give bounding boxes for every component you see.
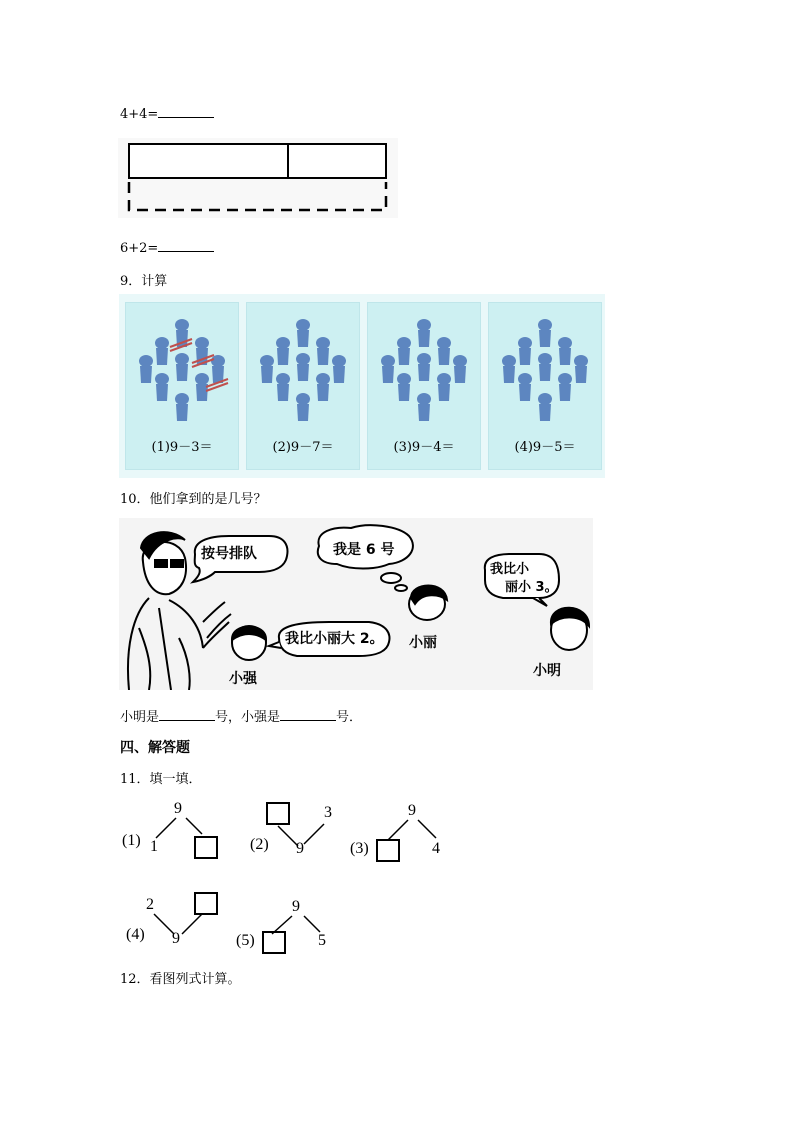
calculation-panels <box>119 294 605 478</box>
equation-4-plus-4 <box>120 106 214 122</box>
person-figure-icon <box>397 373 411 401</box>
person-figure-icon <box>518 373 532 401</box>
bond-1-label: (1) <box>122 832 141 849</box>
panel-1 <box>125 302 239 470</box>
person-figure-icon <box>381 355 395 383</box>
section-4-heading: 四、解答题 <box>120 740 190 756</box>
bond-3-whole: 9 <box>408 802 416 819</box>
equation-6-plus-2 <box>120 240 214 256</box>
panel-4 <box>488 302 602 470</box>
person-figure-icon <box>558 337 572 365</box>
person-figure-icon <box>437 373 451 401</box>
question-9-title: 9．计算 <box>120 274 168 289</box>
bond-4-part: 2 <box>146 896 154 913</box>
bond-5-answer-box[interactable] <box>262 931 286 954</box>
xiaoqiang-number-blank[interactable] <box>280 709 336 721</box>
person-figure-icon <box>417 319 431 347</box>
panel-1-equation: (1)9－3＝ <box>151 440 213 455</box>
people-figures-icon <box>247 303 359 443</box>
bond-4-answer-box[interactable] <box>194 892 218 915</box>
person-figure-icon <box>558 373 572 401</box>
bar-diagram <box>118 138 398 218</box>
bond-1-whole: 9 <box>174 800 182 817</box>
answer-text-1: 小明是 <box>120 710 160 725</box>
xiaoqiang-name-label: 小强 <box>229 671 257 687</box>
xiaoming-speech-line-1: 我比小 <box>490 562 530 577</box>
number-bond-2 <box>250 802 350 860</box>
person-figure-icon <box>574 355 588 383</box>
person-figure-icon <box>538 353 552 381</box>
question-12-title: 12．看图列式计算。 <box>120 972 241 987</box>
bond-4-whole: 9 <box>172 930 180 947</box>
answer-text-3: 号． <box>336 710 363 725</box>
person-figure-icon <box>332 355 346 383</box>
bond-5-label: (5) <box>236 932 255 949</box>
people-figures-icon <box>368 303 480 443</box>
bond-1-part: 1 <box>150 838 158 855</box>
teacher-speech: 按号排队 <box>201 546 257 562</box>
answer-blank[interactable] <box>158 106 214 118</box>
person-figure-icon <box>453 355 467 383</box>
number-bond-3 <box>350 802 450 862</box>
bond-3-part: 4 <box>432 840 440 857</box>
question-10-title: 10．他们拿到的是几号？ <box>120 492 267 507</box>
bond-2-label: (2) <box>250 836 269 853</box>
person-figure-icon <box>296 393 310 421</box>
question-10-answer-line <box>120 706 362 725</box>
number-bond-4 <box>126 892 226 952</box>
xiaoming-head-icon <box>551 608 589 650</box>
person-figure-icon <box>397 337 411 365</box>
bond-2-whole: 9 <box>296 840 304 857</box>
bond-4-label: (4) <box>126 926 145 943</box>
question-11-title: 11．填一填． <box>120 772 202 787</box>
equation-text: 6+2= <box>120 241 159 256</box>
person-figure-icon <box>417 353 431 381</box>
person-figure-icon <box>417 393 431 421</box>
bond-2-answer-box[interactable] <box>266 802 290 825</box>
bond-1-answer-box[interactable] <box>194 836 218 859</box>
queue-illustration <box>119 518 593 690</box>
xiaoqiang-speech: 我比小丽大 2。 <box>285 631 384 647</box>
bar-outline <box>129 144 386 178</box>
panel-2-equation: (2)9－7＝ <box>272 440 334 455</box>
xiaoli-speech: 我是 6 号 <box>333 542 395 558</box>
bond-3-answer-box[interactable] <box>376 839 400 862</box>
person-figure-icon <box>437 337 451 365</box>
person-figure-icon <box>316 373 330 401</box>
person-figure-icon <box>316 337 330 365</box>
answer-text-2: 号，小强是 <box>215 710 281 725</box>
panel-2 <box>246 302 360 470</box>
panel-3-equation: (3)9－4＝ <box>393 440 455 455</box>
cross-out-marks-icon <box>126 303 238 443</box>
person-figure-icon <box>296 353 310 381</box>
xiaoming-speech-line-2: 丽小 3。 <box>505 580 558 595</box>
person-figure-icon <box>276 337 290 365</box>
bond-5-whole: 9 <box>292 898 300 915</box>
person-figure-icon <box>538 393 552 421</box>
bond-2-part: 3 <box>324 804 332 821</box>
xiaoming-number-blank[interactable] <box>159 709 215 721</box>
bond-5-part: 5 <box>318 932 326 949</box>
people-figures-icon <box>489 303 601 443</box>
number-bond-1 <box>122 800 222 860</box>
panel-4-equation: (4)9－5＝ <box>514 440 576 455</box>
person-figure-icon <box>502 355 516 383</box>
person-figure-icon <box>518 337 532 365</box>
xiaoqiang-head-icon <box>232 626 266 660</box>
xiaoming-name-label: 小明 <box>533 663 561 679</box>
equation-text: 4+4= <box>120 107 159 122</box>
bond-3-label: (3) <box>350 840 369 857</box>
xiaoli-head-icon <box>409 586 447 621</box>
panel-3 <box>367 302 481 470</box>
xiaoli-name-label: 小丽 <box>409 635 437 651</box>
person-figure-icon <box>296 319 310 347</box>
person-figure-icon <box>276 373 290 401</box>
person-figure-icon <box>538 319 552 347</box>
person-figure-icon <box>260 355 274 383</box>
answer-blank[interactable] <box>158 240 214 252</box>
number-bond-5 <box>236 898 336 958</box>
